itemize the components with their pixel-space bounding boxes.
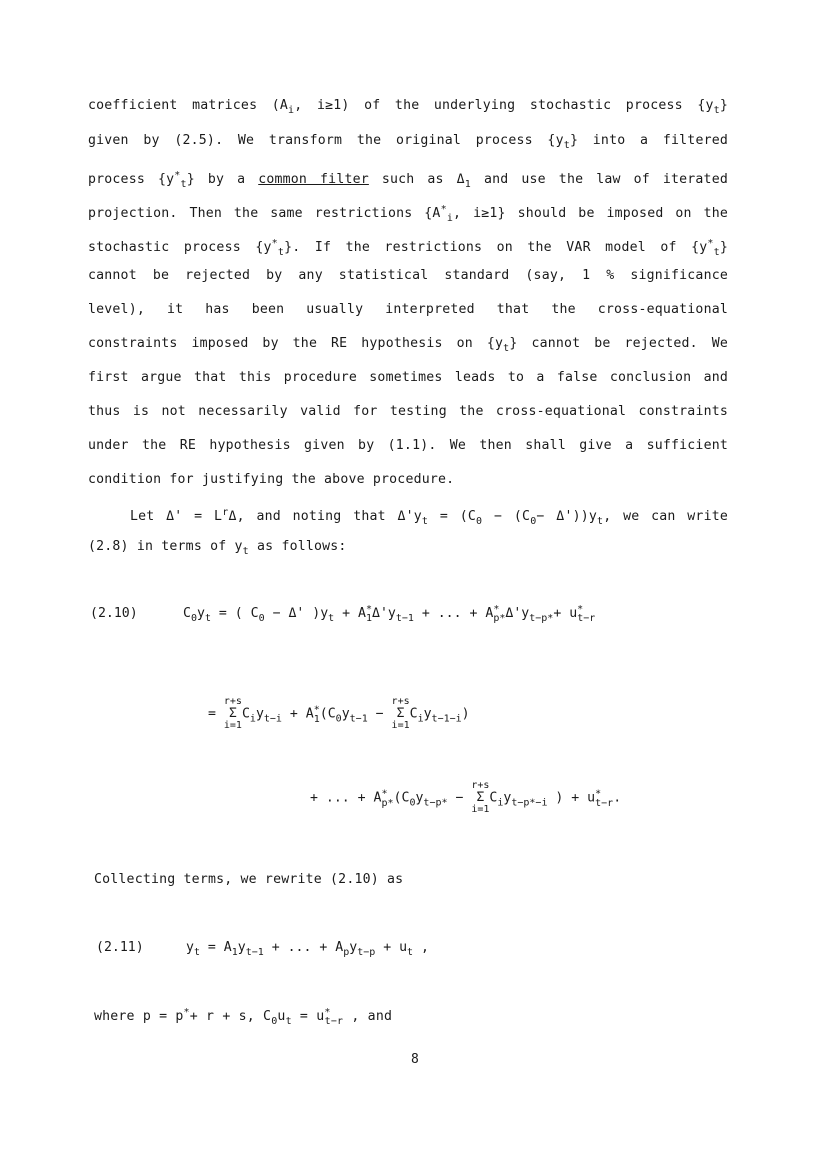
text-line: stochastic process $\{y^*_t\}$. If the restrictions on the VAR model of $\{y^*_t\}$ bbox=[88, 238, 728, 258]
equation-label: (2.11) bbox=[96, 940, 144, 955]
text-line: first argue that this procedure sometimes leads to a false conclusion and bbox=[88, 370, 728, 385]
page-number: 8 bbox=[411, 1052, 419, 1067]
equation-2-11: $y_t = A_1y_{t-1}$ + ... + $A_py_{t-p} + u_t$ , bbox=[186, 940, 429, 958]
text-line: thus is not necessarily valid for testing the cross-equational constraints bbox=[88, 404, 728, 419]
equation-label: (2.10) bbox=[90, 606, 138, 621]
text-line: under the RE hypothesis given by (1.1). We then shall give a sufficient bbox=[88, 438, 728, 453]
equation-2-10-line3: + ... + $A^*_{p*}(C_0y_{t-p*}$ − r+s Σ i=1 $C_iy_{t-p*-i}$ ) + $u^*_{t-r}$. bbox=[310, 780, 622, 815]
text-line: process $\{y^*_t\}$ by a common filter such as $\Delta_1$ and use the law of iterated bbox=[88, 170, 728, 190]
text-line: cannot be rejected by any statistical standard (say, 1 % significance bbox=[88, 268, 728, 283]
equation-2-10-line1: $C_0y_t$ = ( $C_0 - \Delta'$ )$y_t + A^*_1\Delta'y_{t-1}$ + ... + $A^*_{p*}\Delta'y_{t-p*}+ u^*_{t-r}$ bbox=[183, 604, 596, 624]
summation: r+s Σ i=1 bbox=[391, 696, 410, 731]
summation: r+s Σ i=1 bbox=[471, 780, 490, 815]
equation-2-10-line2: = r+s Σ i=1 $C_iy_{t-i} + A^*_1(C_0y_{t-1}$ − r+s Σ i=1 $C_iy_{t-1-i}$) bbox=[208, 696, 470, 731]
text-line: (2.8) in terms of $y_t$ as follows: bbox=[88, 539, 347, 557]
text-line: where p = p*+ r + s, $C_0u_t = u^*_{t-r}$ , and bbox=[94, 1007, 393, 1027]
text-line: Collecting terms, we rewrite (2.10) as bbox=[94, 872, 404, 887]
text-line: given by (2.5). We transform the original process $\{y_t\}$ into a filtered bbox=[88, 133, 728, 151]
common-filter-term: common filter bbox=[258, 172, 369, 187]
text-line: condition for justifying the above procedure. bbox=[88, 472, 455, 487]
text-line: constraints imposed by the RE hypothesis on $\{y_t\}$ cannot be rejected. We bbox=[88, 336, 728, 354]
summation: r+s Σ i=1 bbox=[223, 696, 242, 731]
text-line: Let $\Delta' = L^r\Delta$, and noting that $\Delta'y_t = (C_0 - (C_0- \Delta'))y_t$, we can write bbox=[130, 507, 728, 527]
text-line: level), it has been usually interpreted that the cross-equational bbox=[88, 302, 728, 317]
text-line: projection. Then the same restrictions {$A^*_i$, i≥1} should be imposed on the bbox=[88, 204, 728, 224]
text-line: coefficient matrices ($A_i$, i≥1) of the underlying stochastic process $\{y_t\}$ bbox=[88, 98, 728, 116]
